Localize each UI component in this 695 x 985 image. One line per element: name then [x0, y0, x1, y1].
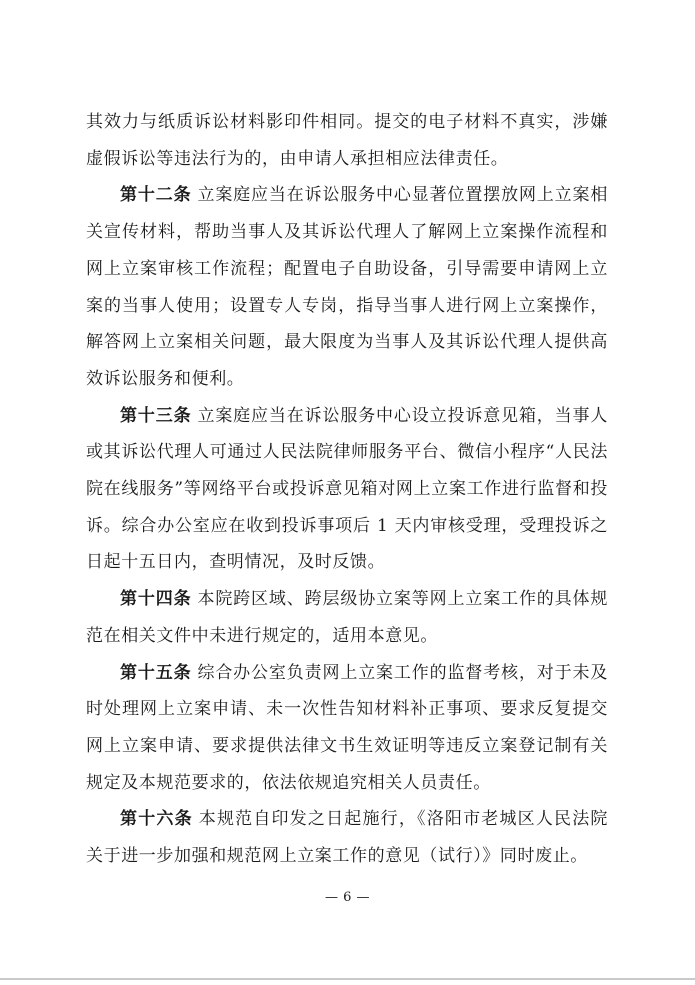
page-number: — 6 — [324, 890, 371, 905]
article-heading: 第十四条 [120, 589, 192, 610]
article-13 [86, 398, 608, 582]
paragraph-text: 综合办公室负责网上立案工作的监督考核，对于未及时处理网上立案申请、未一次性告知材料补正事项、要求反复提交网上立案申请、要求提供法律文书生效证明等违反立案登记制有关规定及本规范要求的，依法依规追究相关人员责任。 [86, 662, 608, 793]
paragraph-text: 其效力与纸质诉讼材料影印件相同。提交的电子材料不真实，涉嫌虚假诉讼等违法行为的，由申请人承担相应法律责任。 [86, 112, 608, 169]
paragraph-text: 立案庭应当在诉讼服务中心设立投诉意见箱，当事人或其诉讼代理人可通过人民法院律师服务平台、微信小程序“人民法院在线服务”等网络平台或投诉意见箱对网上立案工作进行监督和投诉。综合办公室应在收到投诉事项后 1 天内审核受理，受理投诉之日起十五日内，查明情况，及时反馈。 [86, 405, 608, 573]
article-heading: 第十三条 [120, 405, 192, 426]
article-15 [86, 655, 608, 802]
bottom-divider [0, 978, 695, 980]
paragraph-text: 立案庭应当在诉讼服务中心显著位置摆放网上立案相关宣传材料，帮助当事人及其诉讼代理人了解网上立案操作流程和网上立案审核工作流程；配置电子自助设备，引导需要申请网上立案的当事人使用；设置专人专岗，指导当事人进行网上立案操作，解答网上立案相关问题，最大限度为当事人及其诉讼代理人提供高效诉讼服务和便利。 [86, 185, 608, 389]
article-heading: 第十二条 [120, 185, 192, 206]
paragraph-text: 本院跨区域、跨层级协立案等网上立案工作的具体规范在相关文件中未进行规定的，适用本意见。 [86, 589, 608, 646]
article-heading: 第十六条 [120, 809, 193, 830]
paragraph-continuation [86, 104, 608, 177]
article-14 [86, 581, 608, 654]
article-12 [86, 177, 608, 397]
article-16 [86, 801, 608, 874]
paragraph-text: 本规范自印发之日起施行，《洛阳市老城区人民法院关于进一步加强和规范网上立案工作的意见（试行）》同时废止。 [86, 809, 608, 867]
document-body [86, 104, 608, 875]
article-heading: 第十五条 [120, 662, 192, 683]
